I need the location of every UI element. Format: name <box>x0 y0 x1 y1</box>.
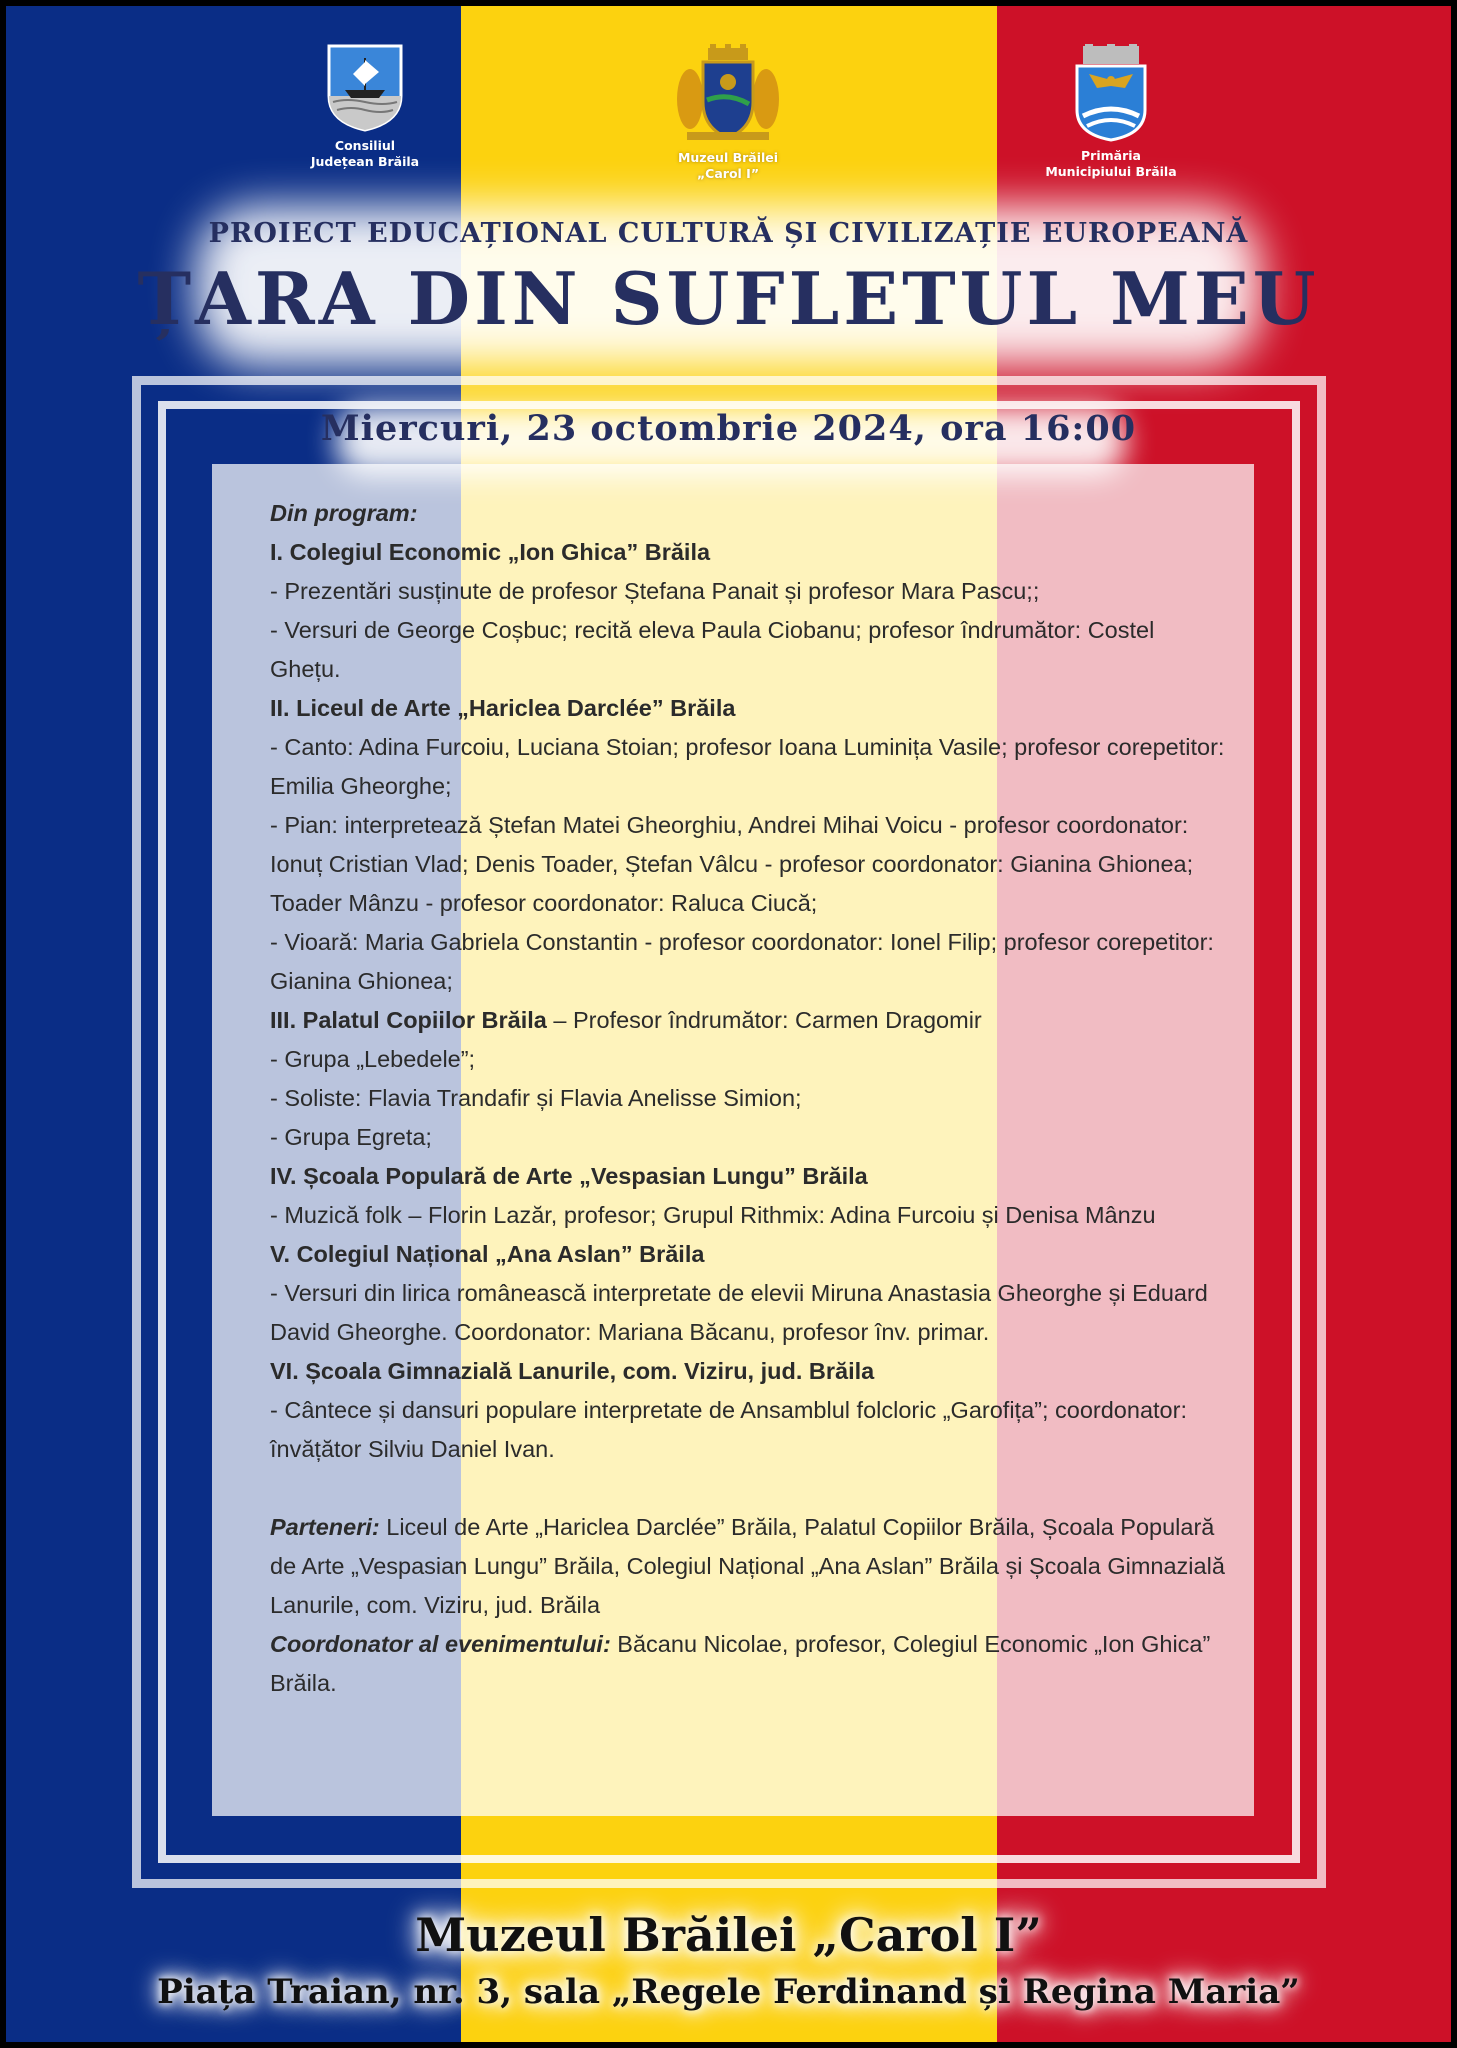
program-line: - Vioară: Maria Gabriela Constantin - profesor coordonator: Ionel Filip; profesor corepetitor: Gianina Ghionea; <box>270 929 1214 994</box>
section-title: V. Colegiul Național „Ana Aslan” Brăila <box>270 1241 705 1267</box>
partners: Parteneri: Liceul de Arte „Hariclea Darclée” Brăila, Palatul Copiilor Brăila, Școala Populară de Arte „Vespasian Lungu” Brăila, Colegiul Național „Ana Aslan” Brăila și Școala Gimnazială Lanurile, com. Viziru, jud. Brăila <box>270 1514 1225 1618</box>
section-title: II. Liceul de Arte „Hariclea Darclée” Brăila <box>270 695 736 721</box>
program-line: - Cântece și dansuri populare interpretate de Ansamblul folcloric „Garofița”; coordonator: învățător Silviu Daniel Ivan. <box>270 1397 1187 1462</box>
section-title: III. Palatul Copiilor Brăila – Profesor îndrumător: Carmen Dragomir <box>270 1007 982 1033</box>
section-title: VI. Școala Gimnazială Lanurile, com. Viziru, jud. Brăila <box>270 1358 875 1384</box>
project-subtitle: PROIECT EDUCAȚIONAL CULTURĂ ȘI CIVILIZAȚIE EUROPEANĂ <box>208 218 1249 249</box>
logo-primaria-municipiului <box>1011 44 1211 180</box>
coat-of-arms-lions-icon <box>673 44 783 144</box>
program-text <box>270 494 1230 1703</box>
program-line: - Grupa „Lebedele”; <box>270 1046 476 1072</box>
program-line: - Grupa Egreta; <box>270 1124 432 1150</box>
section-title: I. Colegiul Economic „Ion Ghica” Brăila <box>270 539 711 565</box>
event-date: Miercuri, 23 octombrie 2024, ora 16:00 <box>320 408 1137 449</box>
event-coordinator: Coordonator al evenimentului: Băcanu Nicolae, profesor, Colegiul Economic „Ion Ghica” Brăila. <box>270 1631 1211 1696</box>
program-heading: Din program: <box>270 500 418 526</box>
logo-caption-center: Muzeul Brăilei „Carol I” <box>677 150 779 181</box>
program-line: - Canto: Adina Furcoiu, Luciana Stoian; profesor Ioana Luminița Vasile; profesor corepetitor: Emilia Gheorghe; <box>270 734 1225 799</box>
logo-caption-right: Primăria Municipiului Brăila <box>1045 148 1177 179</box>
coat-of-arms-eagle-icon <box>1073 44 1149 142</box>
program-line: - Soliste: Flavia Trandafir și Flavia Anelisse Simion; <box>270 1085 802 1111</box>
program-line: - Muzică folk – Florin Lazăr, profesor; Grupul Rithmix: Adina Furcoiu și Denisa Mânzu <box>270 1202 1156 1228</box>
program-line: - Versuri din lirica românească interpretate de elevii Miruna Anastasia Gheorghe și Eduard David Gheorghe. Coordonator: Mariana Băcanu, profesor înv. primar. <box>270 1280 1208 1345</box>
venue-address: Piața Traian, nr. 3, sala „Regele Ferdinand și Regina Maria” <box>157 1972 1300 2012</box>
logo-caption-left: Consiliul Județean Brăila <box>310 138 420 169</box>
program-line: - Prezentări susținute de profesor Ștefana Panait și profesor Mara Pascu;; <box>270 578 1040 604</box>
poster-title: ȚARA DIN SUFLETUL MEU <box>137 256 1320 341</box>
coat-of-arms-ship-icon <box>327 44 403 132</box>
venue-name: Muzeul Brăilei „Carol I” <box>415 1908 1042 1962</box>
logo-muzeul-brailei <box>628 44 828 182</box>
program-line: - Pian: interpretează Ștefan Matei Gheorghiu, Andrei Mihai Voicu - profesor coordonator: Ionuț Cristian Vlad; Denis Toader, Ștefan Vâlcu - profesor coordonator: Gianina Ghionea; Toader Mânzu - profesor coordonator: Raluca Ciucă; <box>270 812 1194 916</box>
section-title: IV. Școala Populară de Arte „Vespasian Lungu” Brăila <box>270 1163 868 1189</box>
program-line: - Versuri de George Coșbuc; recită eleva Paula Ciobanu; profesor îndrumător: Costel Ghețu. <box>270 617 1155 682</box>
poster <box>6 6 1451 2042</box>
logo-consiliul-judetean <box>265 44 465 170</box>
